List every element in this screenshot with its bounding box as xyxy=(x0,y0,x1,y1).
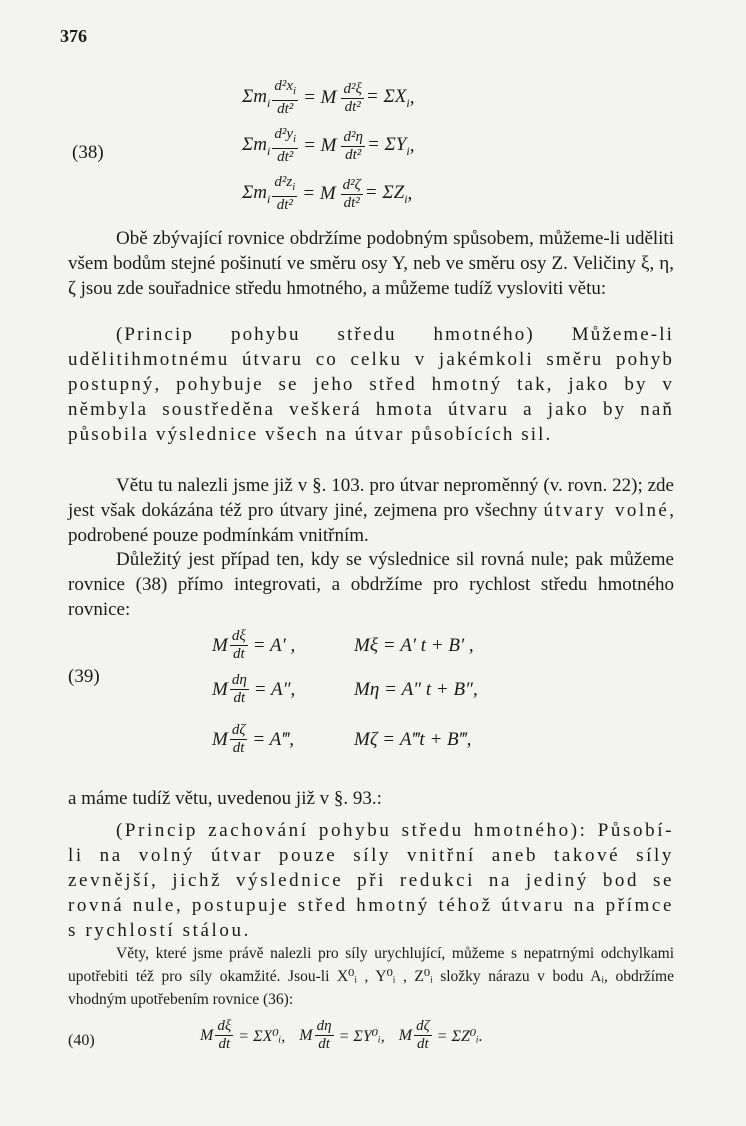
math-text: = M xyxy=(302,183,336,204)
fraction xyxy=(315,1018,334,1053)
paragraph xyxy=(68,226,674,301)
fraction-denominator: dt² xyxy=(277,101,294,117)
fraction-numerator: dξ xyxy=(231,628,246,644)
sum-term: = $\Sigma X_i$ xyxy=(365,85,410,110)
fraction-numerator: $d^2x_i$ xyxy=(272,78,298,101)
fraction-denominator: dt² xyxy=(343,194,360,211)
sum-term: $\Sigma m_i$ xyxy=(242,85,271,110)
fraction-numerator: d²η xyxy=(343,128,363,145)
fraction xyxy=(215,1018,233,1053)
equation-label-38: (38) xyxy=(72,142,104,163)
math-text: M xyxy=(299,1026,313,1044)
math-text: Mξ = A′ t + B′ , xyxy=(354,634,474,656)
paragraph-text: Věty, které jsme právě nalezli pro síly urychlující, můžeme s nepatrnými odchylkami upotřebiti též pro síly okamžité. Jsou-li X⁰ᵢ , Y⁰ᵢ , Z⁰ᵢ složky nárazu v bodu Aᵢ, obdržíme vhodným upotřebením rovnice (36): xyxy=(68,945,674,1008)
page-number: 376 xyxy=(60,26,87,46)
fraction-denominator: dt xyxy=(232,646,245,662)
math-text: = A′ , xyxy=(252,634,296,656)
equation-label-39: (39) xyxy=(68,666,100,687)
fraction-denominator: dt² xyxy=(277,149,294,165)
math-text: = M xyxy=(303,135,337,156)
fraction-numerator: $d^2y_i$ xyxy=(272,126,298,149)
paragraph-text: a máme tudíž větu, uvedenou již v §. 93.: xyxy=(68,788,382,809)
equation-row xyxy=(242,174,412,214)
theorem-paragraph xyxy=(68,818,674,943)
math-text: M xyxy=(212,728,228,750)
math-text: M xyxy=(212,634,228,656)
sum-term: = $\Sigma Y_i$ xyxy=(366,133,410,158)
equation-row xyxy=(200,1018,497,1053)
sum-term: $\Sigma m_i$ xyxy=(242,133,271,158)
fraction-denominator: dt xyxy=(318,1036,330,1052)
math-text: = ΣZ⁰ᵢ. xyxy=(436,1027,483,1045)
sum-term: $\Sigma m_i$ xyxy=(242,181,271,206)
equation-row xyxy=(212,672,478,707)
math-text: , xyxy=(409,135,415,156)
fraction xyxy=(414,1018,432,1053)
paragraph xyxy=(68,547,674,622)
paragraph-text: Větu tu nalezli jsme již v §. 103. pro útvar neproměnný (v. rovn. 22); zde jest však dokázána též pro útvary jiné, zejmena pro všechny útvary volné, podrobené pouze podmínkám vnitřním. xyxy=(68,475,674,546)
fraction xyxy=(272,174,297,214)
fraction-numerator: dη xyxy=(316,1018,332,1034)
fraction xyxy=(230,722,248,757)
fraction xyxy=(272,126,298,166)
math-text: = A‴, xyxy=(252,728,294,750)
math-text: , xyxy=(409,87,415,108)
paragraph xyxy=(68,473,674,548)
paragraph-text: Obě zbývající rovnice obdržíme podobným spůsobem, můžeme-li uděliti všem bodům stejné pošinutí ve směru osy Y, neb ve směru osy Z. Veličiny ξ, η, ζ jsou zde souřadnice středu hmotného, a můžeme tudíž vysloviti větu: xyxy=(68,228,674,299)
equation-row xyxy=(212,722,472,757)
theorem-text: (Princip pohybu středu hmotného) Můžeme-li udělitihmotnému útvaru co celku v jakémkoli směru pohyb postupný, pohybuje se jeho střed hmotný tak, jako by v němbyla soustředěna veškerá hmota útvaru a jako by naň působila výslednice všech na útvar působících sil. xyxy=(68,324,674,445)
math-text: Mζ = A‴t + B‴, xyxy=(354,728,472,750)
small-paragraph xyxy=(68,942,674,1011)
fraction-numerator: dζ xyxy=(416,1018,430,1034)
fraction xyxy=(341,129,364,164)
fraction-numerator: d²ζ xyxy=(342,176,361,193)
equation-label-40: (40) xyxy=(68,1032,95,1049)
math-text: Mη = A″ t + B″, xyxy=(354,678,478,700)
math-text: = M xyxy=(303,87,337,108)
equation-row xyxy=(242,78,414,118)
fraction-numerator: dζ xyxy=(231,722,246,738)
theorem-paragraph xyxy=(68,322,674,447)
fraction-denominator: dt xyxy=(417,1036,429,1052)
math-text: = ΣY⁰ᵢ, xyxy=(338,1027,385,1045)
math-text: M xyxy=(398,1026,413,1044)
fraction-numerator: d²ξ xyxy=(343,80,362,97)
fraction-denominator: dt xyxy=(218,1036,231,1052)
fraction xyxy=(272,78,298,118)
fraction xyxy=(341,81,363,116)
math-text: = A″, xyxy=(253,678,296,700)
fraction xyxy=(230,672,249,707)
math-text: = ΣX⁰ᵢ, xyxy=(238,1027,286,1045)
fraction-denominator: dt xyxy=(232,740,245,756)
fraction-numerator: dξ xyxy=(217,1018,232,1034)
fraction-numerator: $d^2z_i$ xyxy=(272,174,297,197)
fraction-denominator: dt xyxy=(233,690,246,706)
math-text: , xyxy=(407,183,413,204)
equation-row xyxy=(242,126,414,166)
sum-term: = $\Sigma Z_i$ xyxy=(364,181,408,206)
fraction-denominator: dt² xyxy=(276,197,293,213)
fraction xyxy=(341,177,363,212)
theorem-text: (Princip zachování pohybu středu hmotného): Působí-li na volný útvar pouze síly vnitřní aneb takové síly zevnější, jichž výslednice při redukci na jediný bod se rovná nule, postupuje střed hmotný téhož útvaru na přímce s rychlostí stálou. xyxy=(68,820,674,941)
math-text: M xyxy=(212,678,228,700)
fraction-numerator: dη xyxy=(231,672,247,688)
fraction xyxy=(230,628,248,663)
paragraph-text: Důležitý jest případ ten, kdy se výslednice sil rovná nule; pak můžeme rovnice (38) přímo integrovati, a obdržíme pro rychlost středu hmotného rovnice: xyxy=(68,549,674,620)
math-text: M xyxy=(200,1026,214,1044)
paragraph xyxy=(68,786,674,811)
fraction-denominator: dt² xyxy=(345,146,362,163)
emphasis: útvary volné xyxy=(543,500,670,521)
equation-row xyxy=(212,628,474,663)
fraction-denominator: dt² xyxy=(344,98,361,115)
